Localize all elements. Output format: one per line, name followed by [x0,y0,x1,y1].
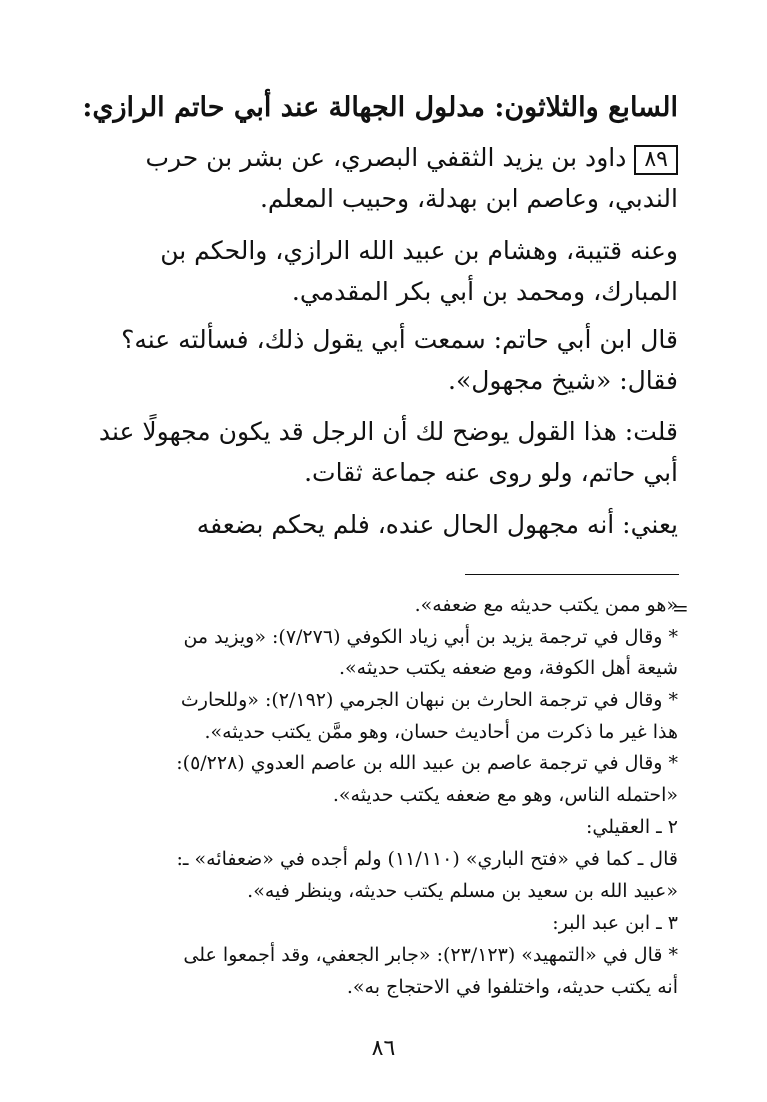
footnote-line-2: * وقال في ترجمة يزيد بن أبي زياد الكوفي (٧/٢٧٦): «ويزيد من [183,626,678,648]
paragraph-5-line-1: يعني: أنه مجهول الحال عنده، فلم يحكم بضعفه [196,510,678,539]
paragraph-1-text: داود بن يزيد الثقفي البصري، عن بشر بن حرب [145,143,627,172]
paragraph-4-line-1: قلت: هذا القول يوضح لك أن الرجل قد يكون مجهولًا عند [98,417,678,446]
paragraph-1-line-2: الندبي، وعاصم ابن بهدلة، وحبيب المعلم. [259,184,678,213]
footnote-line-12: * قال في «التمهيد» (٢٣/١٢٣): «جابر الجعفي، وقد أجمعوا على [183,944,678,966]
footnote-line-13: أنه يكتب حديثه، واختلفوا في الاحتجاج به». [346,976,678,998]
footnote-continuation-marker: = [672,596,689,620]
paragraph-3-line-1: قال ابن أبي حاتم: سمعت أبي يقول ذلك، فسألته عنه؟ [121,325,678,354]
footnote-line-3: شيعة أهل الكوفة، ومع ضعفه يكتب حديثه». [338,657,678,679]
entry-number-box: ٨٩ [634,145,678,175]
footnote-divider [465,574,679,575]
paragraph-4-line-2: أبي حاتم، ولو روى عنه جماعة ثقات. [304,458,678,487]
footnote-line-8: ٢ ـ العقيلي: [586,816,678,838]
page-number: ٨٦ [371,1036,396,1061]
footnote-line-11: ٣ ـ ابن عبد البر: [552,912,678,934]
section-heading: السابع والثلاثون: مدلول الجهالة عند أبي حاتم الرازي: [82,92,678,123]
paragraph-1-line-1 [88,143,678,175]
paragraph-2-line-1: وعنه قتيبة، وهشام بن عبيد الله الرازي، والحكم بن [160,236,678,265]
paragraph-2-line-2: المبارك، ومحمد بن أبي بكر المقدمي. [291,277,678,306]
footnote-line-10: «عبيد الله بن سعيد بن مسلم يكتب حديثه، وينظر فيه». [247,880,678,902]
footnote-line-5: هذا غير ما ذكرت من أحاديث حسان، وهو ممَّن يكتب حديثه». [204,721,678,743]
paragraph-3-line-2: فقال: «شيخ مجهول». [448,366,678,395]
footnote-line-7: «احتمله الناس، وهو مع ضعفه يكتب حديثه». [332,784,678,806]
footnote-line-6: * وقال في ترجمة عاصم بن عبيد الله بن عاصم العدوي (٥/٢٢٨): [176,752,678,774]
footnote-line-9: قال ـ كما في «فتح الباري» (١١/١١٠) ولم أجده في «ضعفائه» ـ: [176,848,678,870]
footnote-line-1: «هو ممن يكتب حديثه مع ضعفه». [414,594,678,616]
footnote-line-4: * وقال في ترجمة الحارث بن نبهان الجرمي (٢/١٩٢): «وللحارث [180,689,678,711]
